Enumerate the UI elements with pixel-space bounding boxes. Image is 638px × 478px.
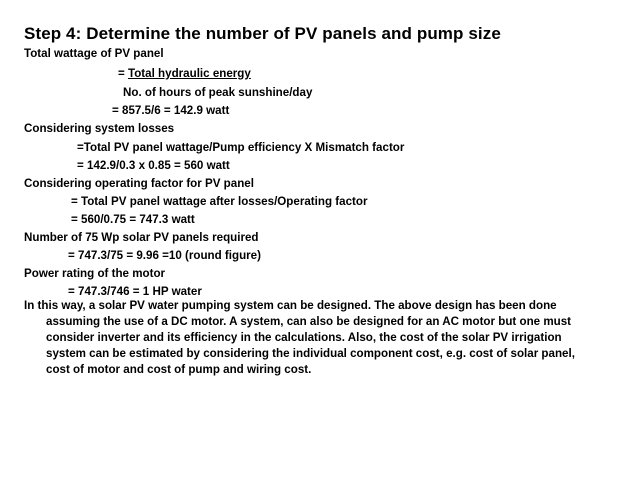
formula-losses-result: = 142.9/0.3 x 0.85 = 560 watt	[77, 159, 230, 172]
formula-operating-result: = 560/0.75 = 747.3 watt	[71, 213, 195, 226]
paragraph-line-5: cost of motor and cost of pump and wiring cost.	[46, 363, 312, 377]
slide-title: Step 4: Determine the number of PV panels and pump size	[24, 24, 501, 43]
summary-paragraph	[24, 298, 620, 378]
formula-number-panels: = 747.3/75 = 9.96 =10 (round figure)	[68, 249, 261, 262]
label-number-panels: Number of 75 Wp solar PV panels required	[24, 231, 259, 244]
label-motor-rating: Power rating of the motor	[24, 267, 166, 280]
formula-numerator	[118, 67, 251, 81]
label-total-wattage: Total wattage of PV panel	[24, 47, 164, 60]
formula-operating-factor: = Total PV panel wattage after losses/Operating factor	[71, 195, 368, 208]
paragraph-line-2: assuming the use of a DC motor. A system, can also be designed for an AC motor but one must	[46, 315, 572, 329]
hydraulic-energy-text: Total hydraulic energy	[128, 67, 251, 80]
formula-losses: =Total PV panel wattage/Pump efficiency X Mismatch factor	[77, 141, 405, 154]
paragraph-line-1: In this way, a solar PV water pumping system can be designed. The above design has been done	[24, 299, 557, 312]
paragraph-line-4: system can be estimated by considering the individual component cost, e.g. cost of solar panel,	[46, 347, 575, 361]
paragraph-line-3: consider inverter and its efficiency in the calculations. Also, the cost of the solar PV irrigation	[46, 331, 562, 345]
equals-sign: =	[118, 67, 128, 80]
formula-result: = 857.5/6 = 142.9 watt	[112, 104, 230, 117]
formula-motor-rating: = 747.3/746 = 1 HP water	[68, 285, 202, 298]
label-operating-factor: Considering operating factor for PV panel	[24, 177, 254, 190]
formula-denominator: No. of hours of peak sunshine/day	[123, 86, 313, 99]
label-system-losses: Considering system losses	[24, 122, 175, 135]
